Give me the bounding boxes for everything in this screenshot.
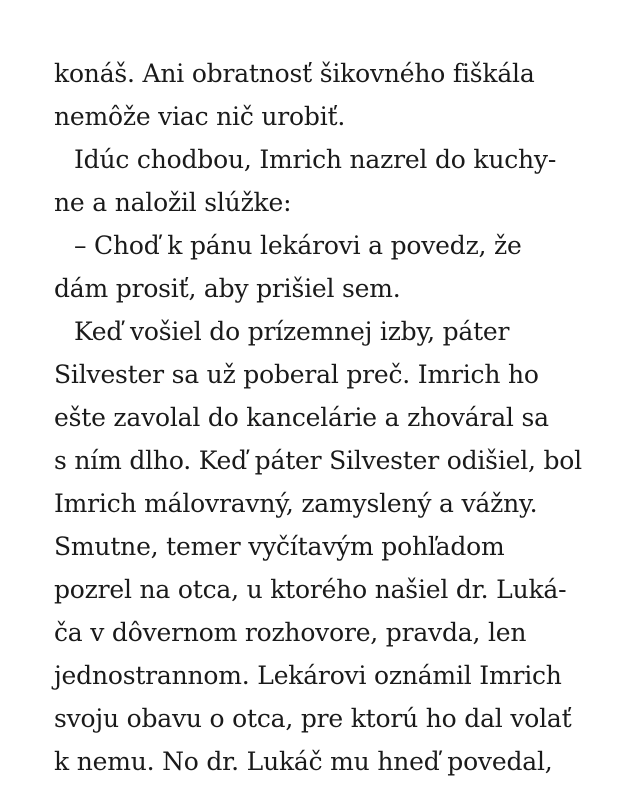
text-line: nemôže viac nič urobiť. [54, 102, 346, 131]
body-text [54, 52, 614, 783]
text-line: konáš. Ani obratnosť šikovného fiškála [54, 59, 535, 88]
text-line: s ním dlho. Keď páter Silvester odišiel, bol [54, 446, 582, 475]
text-line: Imrich málovravný, zamyslený a vážny. [54, 489, 538, 518]
text-line: ne a naložil slúžke: [54, 188, 292, 217]
text-line: dám prosiť, aby prišiel sem. [54, 274, 401, 303]
text-line: ča v dôvernom rozhovore, pravda, len [54, 618, 527, 647]
text-line: Idúc chodbou, Imrich nazrel do kuchy- [74, 145, 557, 174]
text-line: – Choď k pánu lekárovi a povedz, že [74, 231, 522, 260]
text-line: jednostrannom. Lekárovi oznámil Imrich [54, 661, 562, 690]
text-line: Silvester sa už poberal preč. Imrich ho [54, 360, 539, 389]
text-line: svoju obavu o otca, pre ktorú ho dal volať [54, 704, 572, 733]
text-line: pozrel na otca, u ktorého našiel dr. Luká- [54, 575, 567, 604]
text-line: Smutne, temer vyčítavým pohľadom [54, 532, 505, 561]
text-line: k nemu. No dr. Lukáč mu hneď povedal, [54, 747, 553, 776]
text-line: Keď vošiel do prízemnej izby, páter [74, 317, 510, 346]
text-line: ešte zavolal do kancelárie a zhováral sa [54, 403, 549, 432]
